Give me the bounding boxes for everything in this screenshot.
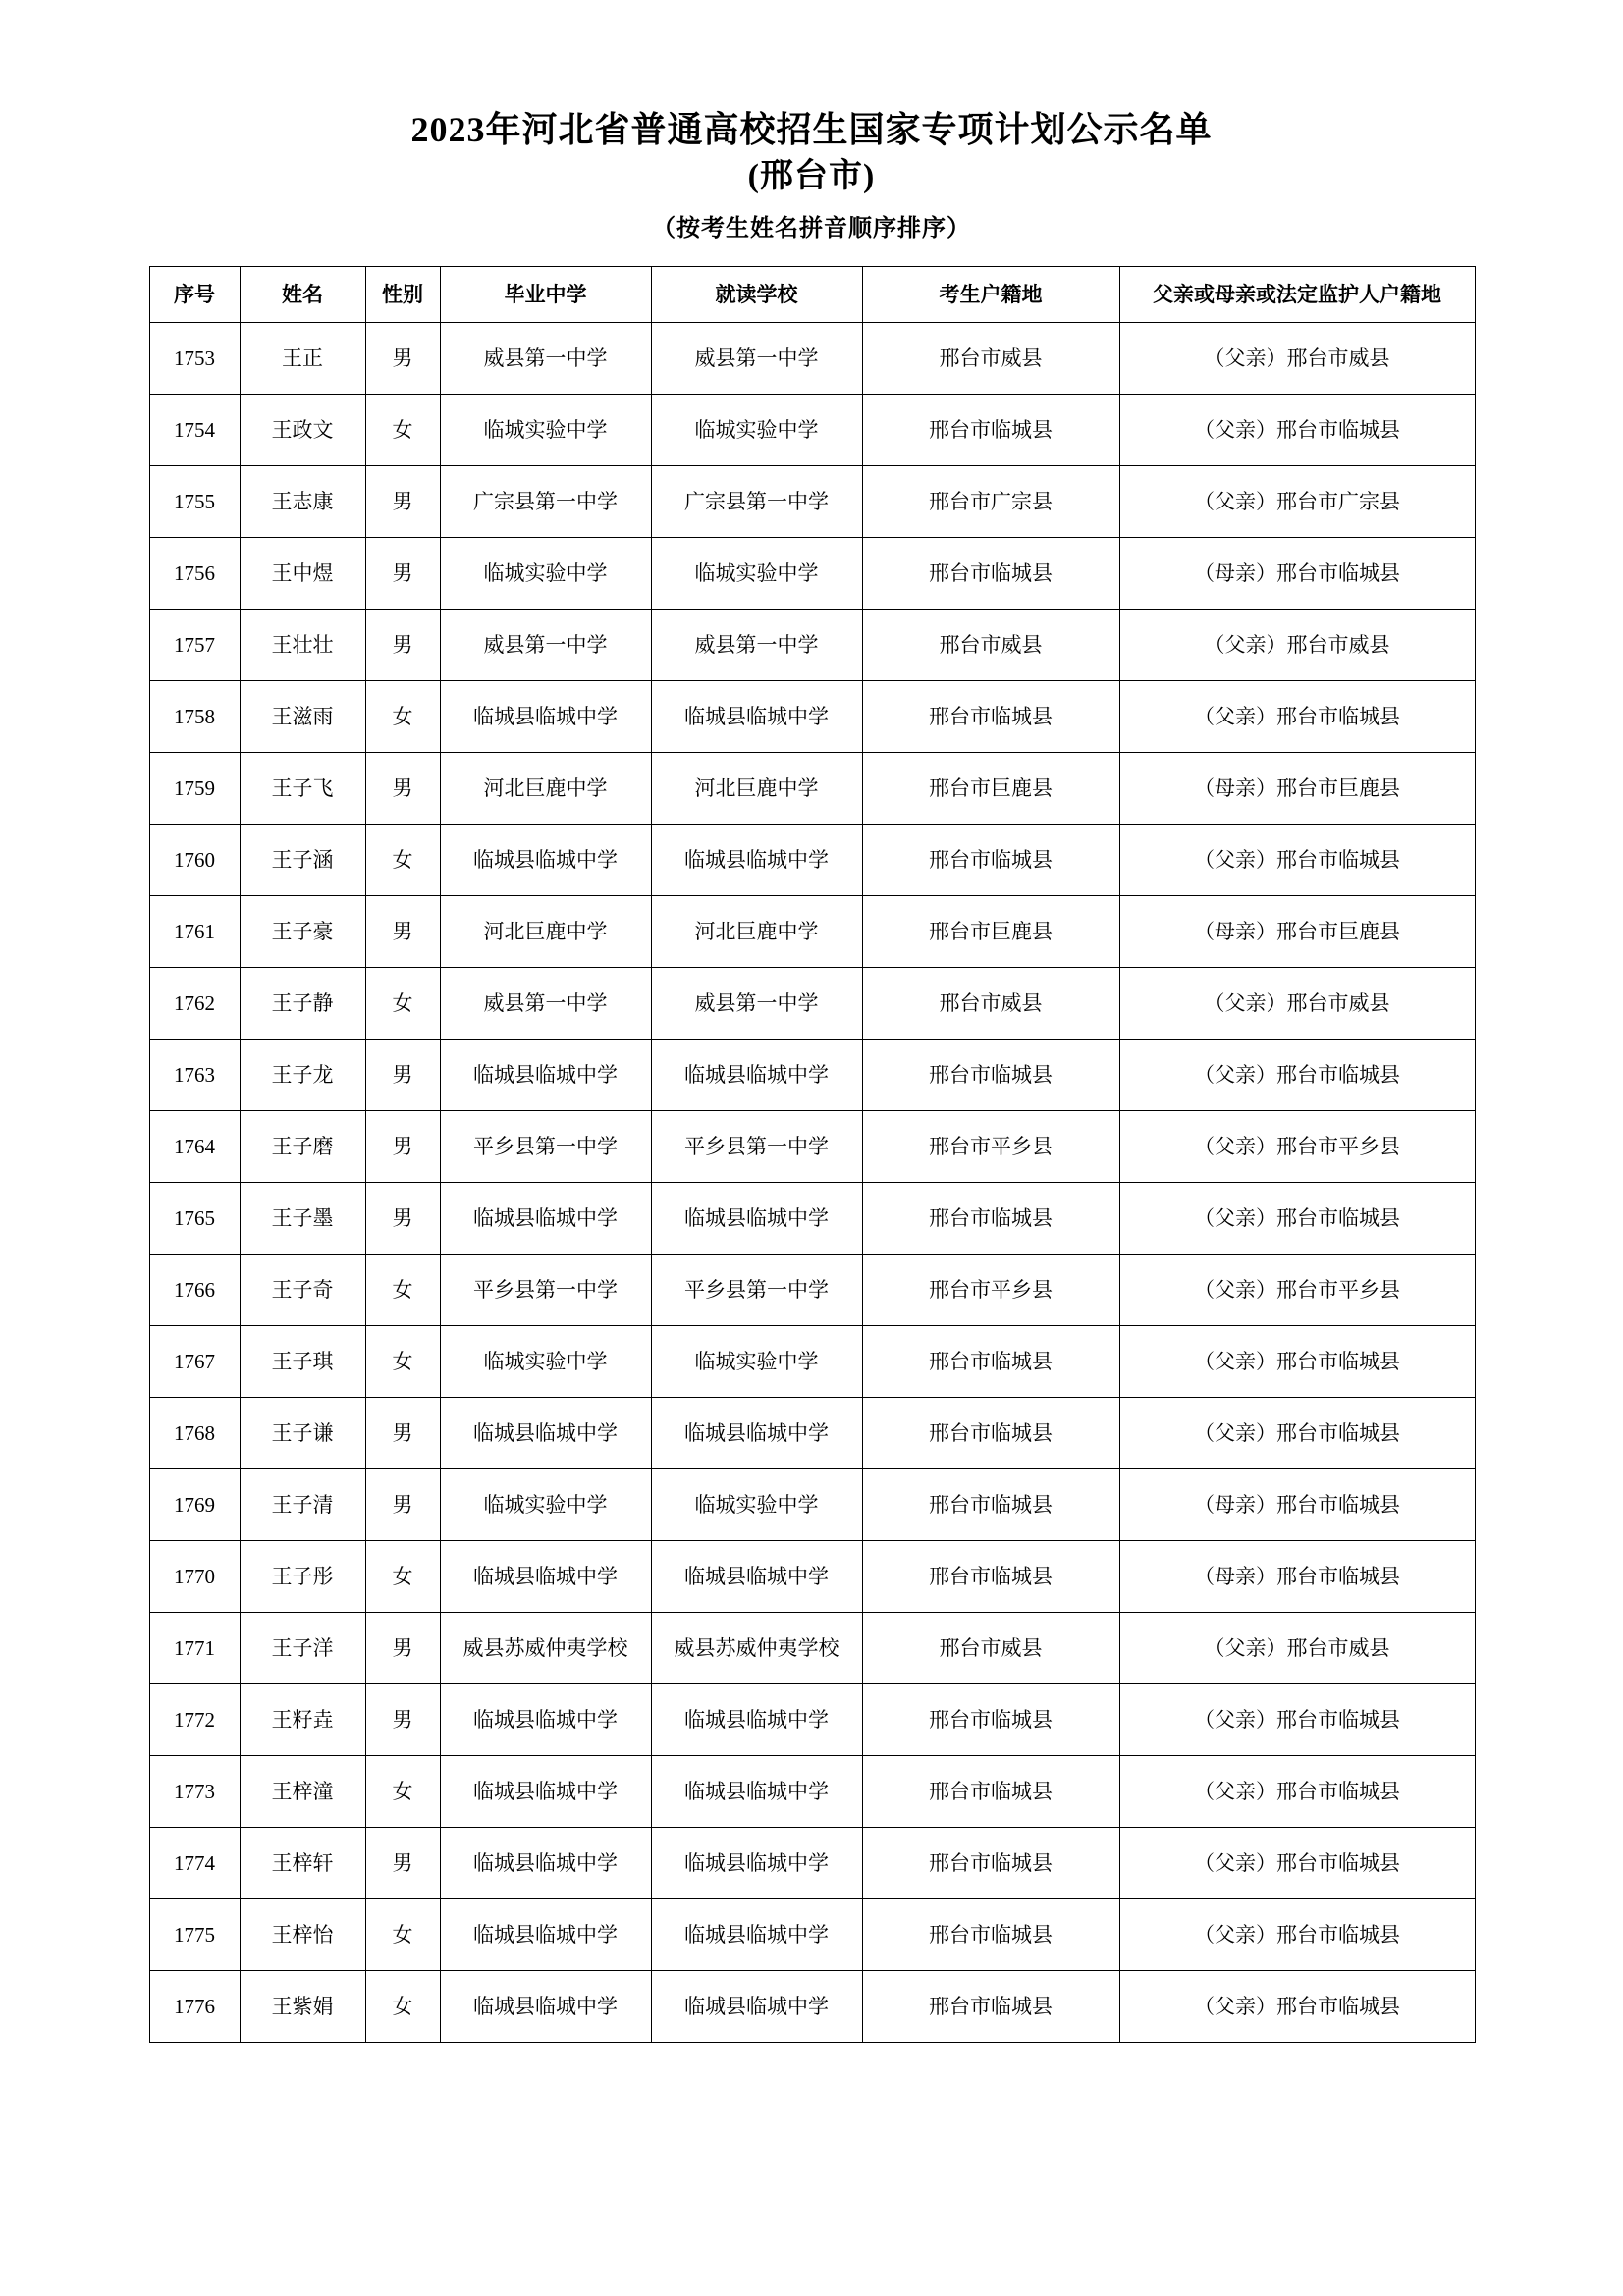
cell-attending-school: 临城县临城中学 xyxy=(651,1541,862,1613)
cell-candidate-residence: 邢台市威县 xyxy=(862,968,1119,1040)
cell-guardian-residence: （父亲）邢台市临城县 xyxy=(1119,1040,1475,1111)
cell-index: 1765 xyxy=(149,1183,240,1255)
cell-attending-school: 临城县临城中学 xyxy=(651,1756,862,1828)
column-header-name: 姓名 xyxy=(240,267,365,323)
cell-guardian-residence: （父亲）邢台市临城县 xyxy=(1119,1828,1475,1899)
cell-gender: 男 xyxy=(365,1684,440,1756)
cell-attending-school: 临城实验中学 xyxy=(651,1469,862,1541)
column-header-gender: 性别 xyxy=(365,267,440,323)
cell-candidate-residence: 邢台市临城县 xyxy=(862,1756,1119,1828)
cell-candidate-residence: 邢台市临城县 xyxy=(862,1183,1119,1255)
cell-attending-school: 临城县临城中学 xyxy=(651,1971,862,2043)
table-row xyxy=(149,1541,1475,1613)
cell-index: 1758 xyxy=(149,681,240,753)
cell-graduating-school: 平乡县第一中学 xyxy=(440,1111,651,1183)
cell-candidate-residence: 邢台市临城县 xyxy=(862,395,1119,466)
table-row xyxy=(149,1684,1475,1756)
cell-attending-school: 临城县临城中学 xyxy=(651,1899,862,1971)
cell-index: 1766 xyxy=(149,1255,240,1326)
cell-name: 王梓怡 xyxy=(240,1899,365,1971)
cell-graduating-school: 临城县临城中学 xyxy=(440,1899,651,1971)
cell-candidate-residence: 邢台市广宗县 xyxy=(862,466,1119,538)
column-header-guardian-residence: 父亲或母亲或法定监护人户籍地 xyxy=(1119,267,1475,323)
cell-guardian-residence: （母亲）邢台市临城县 xyxy=(1119,538,1475,610)
cell-name: 王子谦 xyxy=(240,1398,365,1469)
cell-gender: 女 xyxy=(365,968,440,1040)
cell-name: 王中煜 xyxy=(240,538,365,610)
column-header-attending-school: 就读学校 xyxy=(651,267,862,323)
cell-candidate-residence: 邢台市威县 xyxy=(862,610,1119,681)
cell-attending-school: 临城县临城中学 xyxy=(651,1828,862,1899)
cell-attending-school: 临城实验中学 xyxy=(651,538,862,610)
cell-index: 1775 xyxy=(149,1899,240,1971)
cell-candidate-residence: 邢台市平乡县 xyxy=(862,1255,1119,1326)
cell-candidate-residence: 邢台市临城县 xyxy=(862,1899,1119,1971)
cell-attending-school: 平乡县第一中学 xyxy=(651,1255,862,1326)
cell-name: 王子豪 xyxy=(240,896,365,968)
cell-candidate-residence: 邢台市临城县 xyxy=(862,1469,1119,1541)
table-row xyxy=(149,1613,1475,1684)
sort-note: （按考生姓名拼音顺序排序） xyxy=(652,216,971,242)
cell-name: 王子彤 xyxy=(240,1541,365,1613)
cell-guardian-residence: （父亲）邢台市威县 xyxy=(1119,1613,1475,1684)
cell-guardian-residence: （父亲）邢台市临城县 xyxy=(1119,1971,1475,2043)
cell-graduating-school: 广宗县第一中学 xyxy=(440,466,651,538)
cell-name: 王子墨 xyxy=(240,1183,365,1255)
cell-gender: 男 xyxy=(365,1040,440,1111)
cell-index: 1761 xyxy=(149,896,240,968)
cell-attending-school: 临城实验中学 xyxy=(651,395,862,466)
table-row xyxy=(149,610,1475,681)
cell-guardian-residence: （母亲）邢台市临城县 xyxy=(1119,1469,1475,1541)
listing-table xyxy=(149,266,1476,2043)
cell-gender: 女 xyxy=(365,1326,440,1398)
cell-guardian-residence: （父亲）邢台市临城县 xyxy=(1119,1899,1475,1971)
cell-candidate-residence: 邢台市临城县 xyxy=(862,1971,1119,2043)
cell-gender: 男 xyxy=(365,1398,440,1469)
cell-index: 1762 xyxy=(149,968,240,1040)
cell-guardian-residence: （父亲）邢台市平乡县 xyxy=(1119,1255,1475,1326)
cell-gender: 男 xyxy=(365,1828,440,1899)
cell-guardian-residence: （父亲）邢台市临城县 xyxy=(1119,1684,1475,1756)
cell-gender: 男 xyxy=(365,1469,440,1541)
table-row xyxy=(149,395,1475,466)
table-row xyxy=(149,1469,1475,1541)
cell-graduating-school: 临城县临城中学 xyxy=(440,825,651,896)
cell-gender: 女 xyxy=(365,395,440,466)
cell-guardian-residence: （父亲）邢台市临城县 xyxy=(1119,825,1475,896)
cell-candidate-residence: 邢台市临城县 xyxy=(862,681,1119,753)
cell-name: 王子飞 xyxy=(240,753,365,825)
cell-attending-school: 临城实验中学 xyxy=(651,1326,862,1398)
cell-guardian-residence: （父亲）邢台市威县 xyxy=(1119,323,1475,395)
column-header-candidate-residence: 考生户籍地 xyxy=(862,267,1119,323)
cell-candidate-residence: 邢台市临城县 xyxy=(862,538,1119,610)
title-block xyxy=(0,0,1623,242)
table-row xyxy=(149,323,1475,395)
cell-candidate-residence: 邢台市临城县 xyxy=(862,1398,1119,1469)
cell-attending-school: 广宗县第一中学 xyxy=(651,466,862,538)
cell-guardian-residence: （母亲）邢台市巨鹿县 xyxy=(1119,896,1475,968)
cell-index: 1760 xyxy=(149,825,240,896)
cell-name: 王子静 xyxy=(240,968,365,1040)
cell-gender: 男 xyxy=(365,1111,440,1183)
cell-index: 1769 xyxy=(149,1469,240,1541)
cell-gender: 男 xyxy=(365,1183,440,1255)
cell-name: 王壮壮 xyxy=(240,610,365,681)
cell-gender: 男 xyxy=(365,610,440,681)
cell-candidate-residence: 邢台市临城县 xyxy=(862,825,1119,896)
cell-graduating-school: 临城县临城中学 xyxy=(440,1183,651,1255)
cell-name: 王子洋 xyxy=(240,1613,365,1684)
cell-graduating-school: 河北巨鹿中学 xyxy=(440,753,651,825)
cell-index: 1756 xyxy=(149,538,240,610)
table-row xyxy=(149,1111,1475,1183)
cell-graduating-school: 临城县临城中学 xyxy=(440,1541,651,1613)
cell-gender: 女 xyxy=(365,681,440,753)
cell-candidate-residence: 邢台市临城县 xyxy=(862,1684,1119,1756)
cell-index: 1759 xyxy=(149,753,240,825)
table-header-row xyxy=(149,267,1475,323)
cell-name: 王紫娟 xyxy=(240,1971,365,2043)
page-title: 2023年河北省普通高校招生国家专项计划公示名单 xyxy=(410,110,1213,149)
cell-graduating-school: 临城县临城中学 xyxy=(440,1971,651,2043)
cell-candidate-residence: 邢台市平乡县 xyxy=(862,1111,1119,1183)
cell-index: 1771 xyxy=(149,1613,240,1684)
table-header xyxy=(149,267,1475,323)
table-row xyxy=(149,753,1475,825)
cell-attending-school: 平乡县第一中学 xyxy=(651,1111,862,1183)
cell-attending-school: 临城县临城中学 xyxy=(651,681,862,753)
table-body xyxy=(149,323,1475,2043)
cell-graduating-school: 临城县临城中学 xyxy=(440,1756,651,1828)
cell-graduating-school: 威县第一中学 xyxy=(440,968,651,1040)
cell-graduating-school: 威县苏威仲夷学校 xyxy=(440,1613,651,1684)
cell-candidate-residence: 邢台市威县 xyxy=(862,1613,1119,1684)
cell-gender: 女 xyxy=(365,1541,440,1613)
cell-name: 王籽垚 xyxy=(240,1684,365,1756)
cell-guardian-residence: （父亲）邢台市临城县 xyxy=(1119,395,1475,466)
cell-graduating-school: 临城县临城中学 xyxy=(440,1828,651,1899)
cell-graduating-school: 临城实验中学 xyxy=(440,395,651,466)
cell-candidate-residence: 邢台市临城县 xyxy=(862,1541,1119,1613)
table-row xyxy=(149,1899,1475,1971)
cell-gender: 女 xyxy=(365,825,440,896)
cell-candidate-residence: 邢台市巨鹿县 xyxy=(862,753,1119,825)
cell-attending-school: 临城县临城中学 xyxy=(651,1183,862,1255)
cell-candidate-residence: 邢台市威县 xyxy=(862,323,1119,395)
table-row xyxy=(149,466,1475,538)
cell-name: 王梓潼 xyxy=(240,1756,365,1828)
cell-graduating-school: 威县第一中学 xyxy=(440,323,651,395)
table-row xyxy=(149,1040,1475,1111)
cell-gender: 女 xyxy=(365,1899,440,1971)
cell-gender: 男 xyxy=(365,323,440,395)
cell-guardian-residence: （父亲）邢台市临城县 xyxy=(1119,1398,1475,1469)
cell-guardian-residence: （父亲）邢台市平乡县 xyxy=(1119,1111,1475,1183)
table-row xyxy=(149,681,1475,753)
cell-attending-school: 威县第一中学 xyxy=(651,610,862,681)
cell-guardian-residence: （父亲）邢台市临城县 xyxy=(1119,1756,1475,1828)
cell-graduating-school: 临城县临城中学 xyxy=(440,681,651,753)
cell-attending-school: 临城县临城中学 xyxy=(651,1684,862,1756)
column-header-graduating-school: 毕业中学 xyxy=(440,267,651,323)
table-row xyxy=(149,825,1475,896)
cell-name: 王梓轩 xyxy=(240,1828,365,1899)
cell-gender: 男 xyxy=(365,466,440,538)
cell-name: 王子涵 xyxy=(240,825,365,896)
cell-index: 1754 xyxy=(149,395,240,466)
cell-graduating-school: 临城县临城中学 xyxy=(440,1040,651,1111)
cell-index: 1767 xyxy=(149,1326,240,1398)
cell-gender: 男 xyxy=(365,753,440,825)
cell-name: 王政文 xyxy=(240,395,365,466)
cell-guardian-residence: （父亲）邢台市广宗县 xyxy=(1119,466,1475,538)
cell-guardian-residence: （母亲）邢台市临城县 xyxy=(1119,1541,1475,1613)
cell-guardian-residence: （父亲）邢台市临城县 xyxy=(1119,681,1475,753)
cell-attending-school: 河北巨鹿中学 xyxy=(651,896,862,968)
cell-gender: 男 xyxy=(365,1613,440,1684)
cell-attending-school: 临城县临城中学 xyxy=(651,1398,862,1469)
cell-index: 1776 xyxy=(149,1971,240,2043)
page-subtitle: (邢台市) xyxy=(747,157,876,194)
cell-name: 王子琪 xyxy=(240,1326,365,1398)
table-row xyxy=(149,1183,1475,1255)
listing-table-wrapper xyxy=(149,266,1475,2043)
cell-graduating-school: 临城实验中学 xyxy=(440,538,651,610)
cell-name: 王子清 xyxy=(240,1469,365,1541)
cell-graduating-school: 威县第一中学 xyxy=(440,610,651,681)
cell-gender: 女 xyxy=(365,1255,440,1326)
cell-index: 1770 xyxy=(149,1541,240,1613)
cell-guardian-residence: （父亲）邢台市威县 xyxy=(1119,968,1475,1040)
cell-index: 1768 xyxy=(149,1398,240,1469)
cell-candidate-residence: 邢台市临城县 xyxy=(862,1040,1119,1111)
cell-index: 1773 xyxy=(149,1756,240,1828)
table-row xyxy=(149,1828,1475,1899)
cell-graduating-school: 临城县临城中学 xyxy=(440,1398,651,1469)
table-row xyxy=(149,1326,1475,1398)
table-row xyxy=(149,538,1475,610)
column-header-index: 序号 xyxy=(149,267,240,323)
cell-index: 1755 xyxy=(149,466,240,538)
cell-graduating-school: 河北巨鹿中学 xyxy=(440,896,651,968)
cell-candidate-residence: 邢台市临城县 xyxy=(862,1326,1119,1398)
cell-index: 1753 xyxy=(149,323,240,395)
cell-attending-school: 威县苏威仲夷学校 xyxy=(651,1613,862,1684)
cell-index: 1757 xyxy=(149,610,240,681)
cell-attending-school: 威县第一中学 xyxy=(651,968,862,1040)
cell-graduating-school: 临城县临城中学 xyxy=(440,1684,651,1756)
table-row xyxy=(149,1398,1475,1469)
cell-gender: 男 xyxy=(365,538,440,610)
cell-name: 王志康 xyxy=(240,466,365,538)
cell-attending-school: 河北巨鹿中学 xyxy=(651,753,862,825)
cell-name: 王子龙 xyxy=(240,1040,365,1111)
table-row xyxy=(149,1971,1475,2043)
cell-name: 王子奇 xyxy=(240,1255,365,1326)
cell-gender: 女 xyxy=(365,1756,440,1828)
cell-index: 1764 xyxy=(149,1111,240,1183)
cell-candidate-residence: 邢台市巨鹿县 xyxy=(862,896,1119,968)
table-row xyxy=(149,896,1475,968)
cell-name: 王正 xyxy=(240,323,365,395)
cell-graduating-school: 临城实验中学 xyxy=(440,1326,651,1398)
cell-gender: 女 xyxy=(365,1971,440,2043)
cell-guardian-residence: （父亲）邢台市临城县 xyxy=(1119,1326,1475,1398)
cell-guardian-residence: （母亲）邢台市巨鹿县 xyxy=(1119,753,1475,825)
cell-attending-school: 临城县临城中学 xyxy=(651,825,862,896)
cell-graduating-school: 平乡县第一中学 xyxy=(440,1255,651,1326)
table-row xyxy=(149,968,1475,1040)
cell-attending-school: 威县第一中学 xyxy=(651,323,862,395)
cell-index: 1763 xyxy=(149,1040,240,1111)
cell-attending-school: 临城县临城中学 xyxy=(651,1040,862,1111)
cell-index: 1774 xyxy=(149,1828,240,1899)
table-row xyxy=(149,1255,1475,1326)
cell-name: 王滋雨 xyxy=(240,681,365,753)
cell-graduating-school: 临城实验中学 xyxy=(440,1469,651,1541)
cell-name: 王子磨 xyxy=(240,1111,365,1183)
cell-guardian-residence: （父亲）邢台市临城县 xyxy=(1119,1183,1475,1255)
cell-guardian-residence: （父亲）邢台市威县 xyxy=(1119,610,1475,681)
cell-candidate-residence: 邢台市临城县 xyxy=(862,1828,1119,1899)
cell-gender: 男 xyxy=(365,896,440,968)
cell-index: 1772 xyxy=(149,1684,240,1756)
table-row xyxy=(149,1756,1475,1828)
